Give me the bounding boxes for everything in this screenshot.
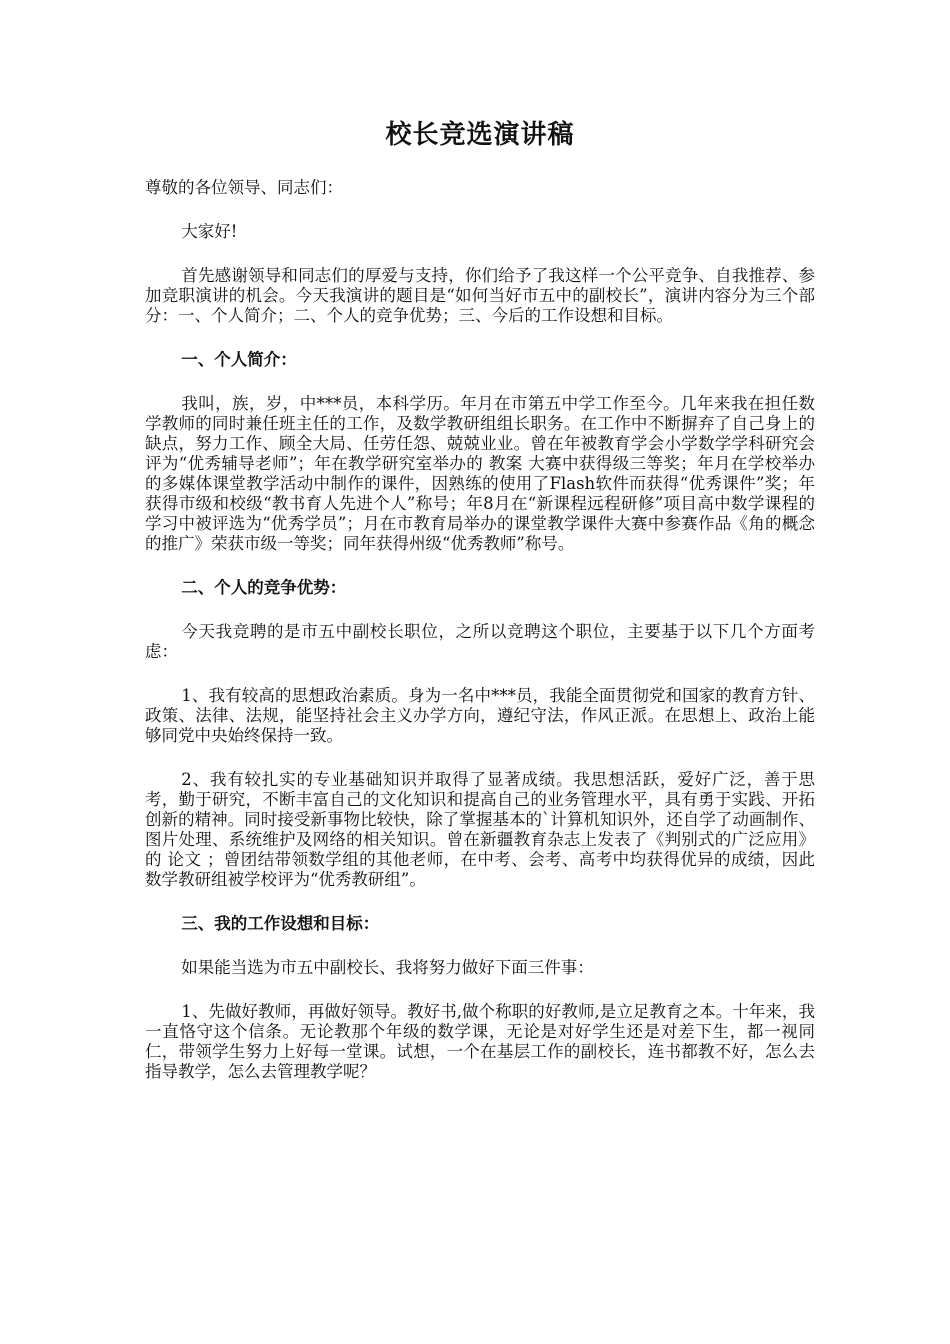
document-body (145, 112, 815, 1106)
section-heading-goals: 三、我的工作设想和目标： (181, 914, 380, 933)
advantages-intro-paragraph: 今天我竞聘的是市五中副校长职位，之所以竞聘这个职位，主要基于以下几个方面考虑： (145, 622, 815, 661)
section-heading-profile: 一、个人简介： (181, 350, 297, 369)
profile-paragraph: 我叫，族，岁，中***员，本科学历。年月在市第五中学工作至今。几年来我在担任数学教师的同时兼任班主任的工作，及数学教研组组长职务。在工作中不断摒弃了自己身上的缺点，努力工作、顾全大局、任劳任怨、兢兢业业。曾在年被教育学会小学数学学科研究会评为“优秀辅导老师”；年在教学研究室举办的 教案 大赛中获得级三等奖；年月在学校举办的多媒体课堂教学活动中制作的课件，因熟练的使用了Flash软件而获得“优秀课件”奖；年获得市级和校级“教书育人先进个人”称号；年8月在“新课程远程研修”项目高中数学课程的学习中被评选为“优秀学员”；月在市教育局举办的课堂教学课件大赛中参赛作品《角的概念的推广》荣获市级一等奖；同年获得州级“优秀教师”称号。 (145, 394, 815, 553)
goals-intro-paragraph: 如果能当选为市五中副校长、我将努力做好下面三件事： (181, 958, 594, 977)
advantage-political-paragraph: 1、我有较高的思想政治素质。身为一名中***员，我能全面贯彻党和国家的教育方针、政策、法律、法规，能坚持社会主义办学方向，遵纪守法，作风正派。在思想上、政治上能够同党中央始终保持一致。 (145, 686, 815, 745)
intro-paragraph: 首先感谢领导和同志们的厚爱与支持，你们给予了我这样一个公平竞争、自我推荐、参加竞职演讲的机会。今天我演讲的题目是“如何当好市五中的副校长”，演讲内容分为三个部分：一、个人简介；二、个人的竞争优势；三、今后的工作设想和目标。 (145, 266, 815, 325)
document-title: 校长竞选演讲稿 (385, 120, 575, 150)
section-heading-advantages: 二、个人的竞争优势： (181, 578, 347, 597)
advantage-professional-paragraph: 2、我有较扎实的专业基础知识并取得了显著成绩。我思想活跃，爱好广泛，善于思考，勤于研究，不断丰富自己的文化知识和提高自己的业务管理水平，具有勇于实践、开拓创新的精神。同时接受新事物比较快，除了掌握基本的`计算机知识外，还自学了动画制作、图片处理、系统维护及网络的相关知识。曾在新疆教育杂志上发表了《判别式的广泛应用》的 论文 ；曾团结带领数学组的其他老师，在中考、会考、高考中均获得优异的成绩，因此数学教研组被学校评为“优秀教研组”。 (145, 770, 815, 889)
salutation: 尊敬的各位领导、同志们： (145, 178, 343, 197)
goal-teacher-paragraph: 1、先做好教师，再做好领导。教好书,做个称职的好教师,是立足教育之本。十年来，我一直恪守这个信条。无论教那个年级的数学课，无论是对好学生还是对差下生，都一视同仁，带领学生努力上好每一堂课。试想，一个在基层工作的副校长，连书都教不好，怎么去指导教学，怎么去管理教学呢？ (145, 1002, 815, 1081)
greeting: 大家好! (181, 222, 238, 241)
